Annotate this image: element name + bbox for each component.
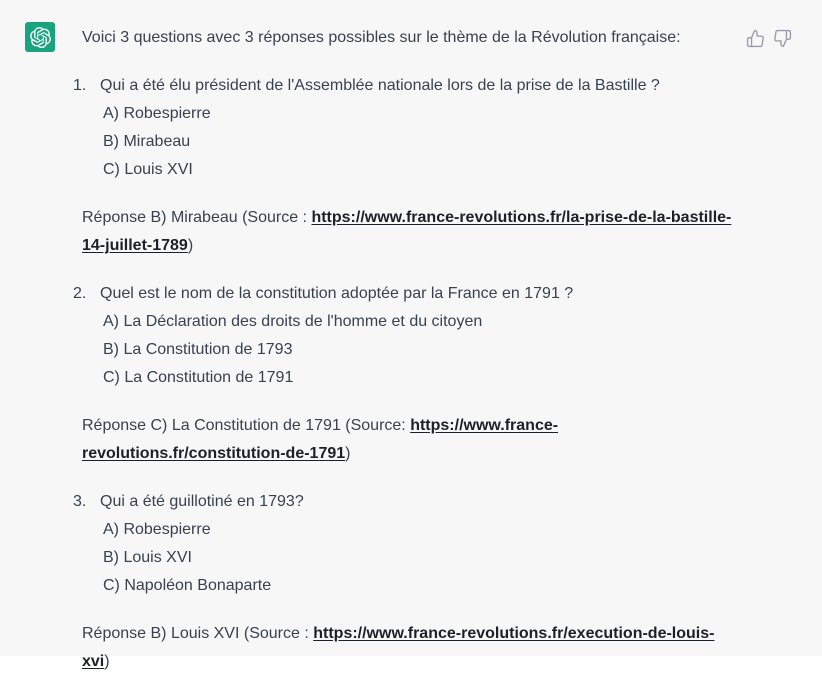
thumbs-up-icon — [746, 29, 765, 48]
answer-paragraph — [82, 204, 734, 260]
question-block — [73, 72, 734, 260]
thumbs-up-button[interactable] — [746, 29, 765, 48]
question-option: B) Louis XVI — [103, 549, 192, 566]
question-options — [100, 516, 304, 600]
question-item — [73, 488, 734, 600]
answer-prefix: Réponse C) La Constitution de 1791 (Source: — [82, 417, 411, 434]
answer-suffix: ) — [187, 237, 194, 254]
message-actions — [746, 29, 792, 48]
question-text: Qui a été élu président de l'Assemblée nationale lors de la prise de la Bastille ? — [100, 77, 660, 94]
question-item — [73, 72, 734, 184]
question-block — [73, 488, 734, 676]
question-option: A) Robespierre — [103, 521, 211, 538]
answer-prefix: Réponse B) Louis XVI (Source : — [82, 625, 314, 642]
question-option: B) La Constitution de 1793 — [103, 341, 293, 358]
thumbs-down-button[interactable] — [773, 29, 792, 48]
question-item — [73, 280, 734, 392]
answer-suffix: ) — [345, 445, 351, 462]
thumbs-down-icon — [773, 29, 792, 48]
question-text: Qui a été guillotiné en 1793? — [100, 493, 304, 510]
message-content — [73, 24, 734, 696]
question-option: C) La Constitution de 1791 — [103, 369, 294, 386]
source-link[interactable]: https://www.france-revolutions.fr/la-prise-de-la-bastille-14-juillet-1789 — [82, 209, 732, 254]
question-option: C) Napoléon Bonaparte — [103, 577, 272, 594]
answer-suffix: ) — [104, 653, 110, 670]
question-option: A) Robespierre — [103, 105, 211, 122]
questions-container — [73, 72, 734, 676]
openai-logo-icon — [30, 27, 51, 48]
question-option: B) Mirabeau — [103, 133, 191, 150]
answer-paragraph — [82, 620, 734, 676]
question-number: 2. — [73, 285, 87, 302]
assistant-avatar — [25, 22, 55, 52]
question-option: A) La Déclaration des droits de l'homme et du citoyen — [103, 313, 483, 330]
question-options — [100, 100, 660, 184]
message-intro: Voici 3 questions avec 3 réponses possibles sur le thème de la Révolution française: — [82, 29, 681, 46]
question-number: 1. — [73, 77, 87, 94]
question-options — [100, 308, 573, 392]
question-text: Quel est le nom de la constitution adoptée par la France en 1791 ? — [100, 285, 574, 302]
question-number: 3. — [73, 493, 87, 510]
source-link[interactable]: https://www.france-revolutions.fr/execution-de-louis-xvi — [82, 625, 715, 670]
question-block — [73, 280, 734, 468]
question-option: C) Louis XVI — [103, 161, 193, 178]
answer-paragraph — [82, 412, 734, 468]
source-link[interactable]: https://www.france-revolutions.fr/constitution-de-1791 — [82, 417, 559, 462]
answer-prefix: Réponse B) Mirabeau (Source : — [82, 209, 312, 226]
